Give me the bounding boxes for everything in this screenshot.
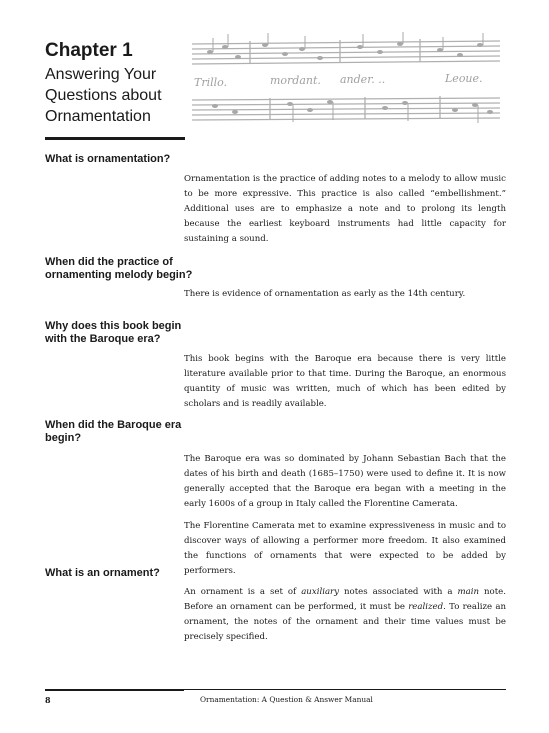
answer-paragraph: [184, 172, 506, 247]
answer-text: notes associated with a: [339, 587, 458, 597]
answer-text: note. Before an ornament can be performed, it must be: [184, 587, 506, 612]
running-title: Ornamentation: A Question & Answer Manual: [200, 695, 373, 704]
music-manuscript-image: [190, 30, 502, 130]
chapter-heading: [45, 40, 185, 127]
answer-text: Ornamentation is the practice of adding notes to a melody to allow music to be more expressive. This practice is also called “embellishment.” Additional uses are to emphasize a note and to prolong its length because the earliest keyboard instruments had little capacity for sustaining a sound.: [184, 174, 506, 244]
answer-paragraph: [184, 287, 506, 302]
answer-block: [184, 287, 506, 302]
question-heading: What is an ornament?: [45, 567, 160, 579]
emphasized-term: auxiliary: [301, 587, 340, 597]
answer-block: [184, 452, 506, 579]
emphasized-term: main: [457, 587, 480, 597]
question-heading: When did the Baroque era begin?: [45, 419, 182, 444]
answer-paragraph: [184, 352, 506, 412]
page-number: 8: [45, 695, 51, 705]
chapter-number: Chapter 1: [45, 40, 133, 61]
score-annotation: Trillo.: [194, 76, 228, 89]
answer-paragraph: [184, 519, 506, 579]
score-annotation: Leoue.: [445, 72, 483, 85]
emphasized-term: realized.: [408, 602, 446, 612]
score-annotation: mordant.: [270, 74, 321, 87]
answer-text: The Florentine Camerata met to examine expressiveness in music and to discover ways of allowing a performer more freedom. It also examined the functions of ornaments that were expected to be added by performers.: [184, 521, 506, 576]
score-annotation: ander. ..: [340, 73, 386, 86]
footer-rule: [45, 689, 184, 691]
question-heading: When did the practice of ornamenting melody begin?: [45, 256, 193, 281]
answer-text: An ornament is a set of: [184, 587, 302, 597]
question-heading: Why does this book begin with the Baroque era?: [45, 320, 182, 345]
answer-text: This book begins with the Baroque era because there is very little literature available prior to that time. During the Baroque, an enormous quantity of music was written, much of which has been edited by scholars and is readily available.: [184, 354, 506, 409]
footer-rule: [184, 689, 506, 690]
answer-block: [184, 585, 506, 645]
answer-text: The Baroque era was so dominated by Johann Sebastian Bach that the dates of his birth and death (1685–1750) were used to define it. It is now generally accepted that the Baroque era began with a meeting in the early 1600s of a group in Italy called the Florentine Camerata.: [184, 454, 506, 509]
answer-block: [184, 172, 506, 247]
answer-block: [184, 352, 506, 412]
answer-paragraph: [184, 452, 506, 512]
question-heading: What is ornamentation?: [45, 153, 171, 165]
answer-paragraph: [184, 585, 506, 645]
answer-text: To realize an ornament, the notes of the ornament and their time values must be precisely specified.: [184, 602, 506, 642]
chapter-title: Answering Your Questions about Ornamentation: [45, 66, 162, 125]
answer-text: There is evidence of ornamentation as early as the 14th century.: [184, 289, 466, 299]
chapter-rule: [45, 137, 185, 140]
